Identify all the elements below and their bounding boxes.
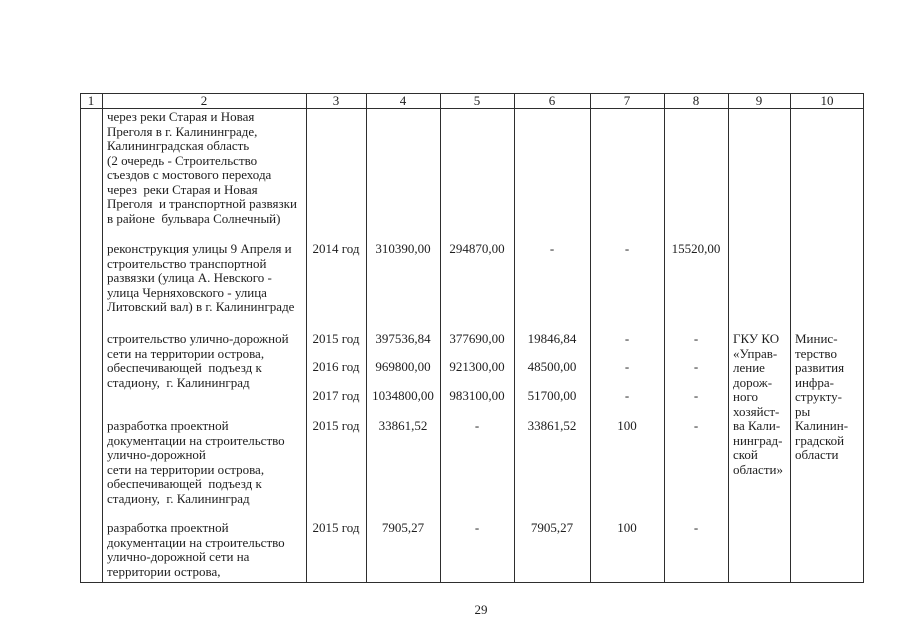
col4-value: 33861,52 xyxy=(378,418,428,433)
col4-value: 1034800,00 xyxy=(372,388,434,403)
executor-cell: ГКУ КО «Управ- ление дорож- ного хозяйст- ва Кали- нинград- ской области» xyxy=(733,331,783,477)
coordinator-cell: Минис- терство развития инфра- структу- ры Калинин- градской области xyxy=(795,331,849,462)
year-cell: 2015 год xyxy=(312,331,360,346)
header-col-4: 4 xyxy=(399,93,407,108)
project-description: разработка проектной документации на строительство улично-дорожной сети на территории острова, xyxy=(107,520,285,579)
page-number: 29 xyxy=(474,602,488,617)
col5-value: 377690,00 xyxy=(449,331,505,346)
header-col-1: 1 xyxy=(87,93,95,108)
col7-value: 100 xyxy=(617,520,637,535)
project-description: через реки Старая и Новая Преголя в г. Калининграде, Калининградская область (2 очередь - Строительство съездов с мостового перехода через реки Старая и Новая Преголя и транспортной развязки в районе бульвара Солнечный) xyxy=(107,109,297,226)
col6-value: 19846,84 xyxy=(527,331,577,346)
col5-value: 983100,00 xyxy=(449,388,505,403)
col5-value: - xyxy=(474,520,480,535)
col4-value: 7905,27 xyxy=(381,520,425,535)
header-col-6: 6 xyxy=(548,93,556,108)
year-cell: 2014 год xyxy=(312,241,360,256)
col6-value: 33861,52 xyxy=(527,418,577,433)
col4-value: 397536,84 xyxy=(375,331,431,346)
year-cell: 2017 год xyxy=(312,388,360,403)
project-description: строительство улично-дорожной сети на территории острова, обеспечивающей подъезд к стадиону, г. Калининград xyxy=(107,331,289,390)
header-col-5: 5 xyxy=(473,93,481,108)
col6-value: 48500,00 xyxy=(527,359,577,374)
col8-value: - xyxy=(693,520,699,535)
project-description: реконструкция улицы 9 Апреля и строительство транспортной развязки (улица А. Невского - улица Черняховского - улица Литовский вал) в г. Калининграде xyxy=(107,241,295,314)
header-col-3: 3 xyxy=(332,93,340,108)
header-col-2: 2 xyxy=(200,93,208,108)
col8-value: - xyxy=(693,331,699,346)
header-col-10: 10 xyxy=(820,93,834,108)
header-col-8: 8 xyxy=(692,93,700,108)
col5-value: 294870,00 xyxy=(449,241,505,256)
project-description: разработка проектной документации на строительство улично-дорожной сети на территории острова, обеспечивающей подъезд к стадиону, г. Калининград xyxy=(107,418,285,506)
col6-value: 51700,00 xyxy=(527,388,577,403)
col5-value: - xyxy=(474,418,480,433)
col8-value: - xyxy=(693,359,699,374)
col7-value: - xyxy=(624,359,630,374)
col7-value: - xyxy=(624,241,630,256)
year-cell: 2016 год xyxy=(312,359,360,374)
col4-value: 969800,00 xyxy=(375,359,431,374)
header-col-9: 9 xyxy=(755,93,763,108)
col7-value: - xyxy=(624,331,630,346)
year-cell: 2015 год xyxy=(312,520,360,535)
col5-value: 921300,00 xyxy=(449,359,505,374)
year-cell: 2015 год xyxy=(312,418,360,433)
col8-value: - xyxy=(693,418,699,433)
header-col-7: 7 xyxy=(623,93,631,108)
col8-value: - xyxy=(693,388,699,403)
col6-value: - xyxy=(549,241,555,256)
col7-value: 100 xyxy=(617,418,637,433)
col6-value: 7905,27 xyxy=(530,520,574,535)
col8-value: 15520,00 xyxy=(671,241,721,256)
col7-value: - xyxy=(624,388,630,403)
col4-value: 310390,00 xyxy=(375,241,431,256)
